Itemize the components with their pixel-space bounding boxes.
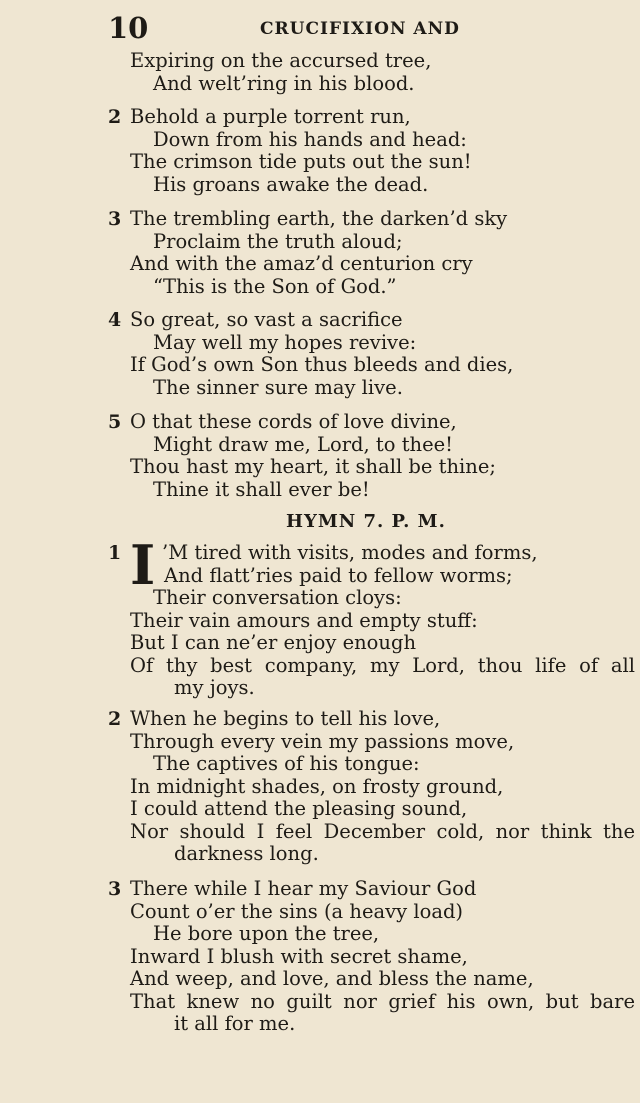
verse-line: When he begins to tell his love, xyxy=(130,707,441,730)
verse-line: He bore upon the tree, xyxy=(153,922,380,945)
verse-line: Their vain amours and empty stuff: xyxy=(130,608,478,632)
verse-line: O that these cords of love divine, xyxy=(130,410,457,433)
verse-line: Nor should I feel December cold, nor think the xyxy=(130,819,635,843)
verse-line: Might draw me, Lord, to thee! xyxy=(153,432,454,456)
hymn7-stanza-3 xyxy=(108,878,638,1036)
verse-line: Down from his hands and head: xyxy=(153,127,467,151)
verse-line: And welt’ring in his blood. xyxy=(153,71,415,95)
hymn7-stanza-1 xyxy=(108,533,638,700)
verse-line: May well my hopes revive: xyxy=(153,330,417,354)
verse-line: “This is the Son of God.” xyxy=(153,274,397,298)
verse-line: it all for me. xyxy=(174,1012,296,1035)
verse-line: darkness long. xyxy=(174,842,319,865)
verse-line: The crimson tide puts out the sun! xyxy=(130,150,472,173)
verse-line: In midnight shades, on frosty ground, xyxy=(130,774,504,798)
stanza-number: 2 xyxy=(108,106,122,128)
stanza-4 xyxy=(108,309,638,399)
verse-line: Proclaim the truth aloud; xyxy=(153,229,403,253)
verse-line: And flatt’ries paid to fellow worms; xyxy=(164,563,513,587)
verse-line: There while I hear my Saviour God xyxy=(130,877,477,900)
verse-line: If God’s own Son thus bleeds and dies, xyxy=(130,353,514,376)
verse-line: Through every vein my passions move, xyxy=(130,729,515,753)
stanza-3 xyxy=(108,208,638,298)
running-head: CRUCIFIXION AND xyxy=(260,19,460,39)
stanza-2 xyxy=(108,106,638,196)
verse-line: His groans awake the dead. xyxy=(153,172,429,196)
stanza-number: 3 xyxy=(108,208,122,230)
verse-line: Thine it shall ever be! xyxy=(153,477,370,501)
verse-line: Thou hast my heart, it shall be thine; xyxy=(130,455,496,478)
hymn7-stanza-2 xyxy=(108,708,638,866)
verse-line: And weep, and love, and bless the name, xyxy=(130,967,534,990)
stanza-continuation xyxy=(108,50,638,95)
verse-line: So great, so vast a sacrifice xyxy=(130,308,403,331)
page-number: 10 xyxy=(108,11,149,45)
verse-line: But I can ne’er enjoy enough xyxy=(130,631,417,654)
verse-line: Count o’er the sins (a heavy load) xyxy=(130,899,464,923)
stanza-number: 2 xyxy=(108,708,122,730)
verse-line: The trembling earth, the darken’d sky xyxy=(130,207,508,230)
verse-line: my joys. xyxy=(174,676,255,699)
stanza-number: 3 xyxy=(108,878,122,900)
hymn-title: HYMN 7. P. M. xyxy=(286,511,446,532)
verse-line: Of thy best company, my Lord, thou life of all xyxy=(130,653,635,677)
verse-line: Their conversation cloys: xyxy=(153,586,402,609)
verse-line: The sinner sure may live. xyxy=(153,375,403,399)
page-header xyxy=(108,12,588,44)
verse-line: Inward I blush with secret shame, xyxy=(130,944,468,968)
verse-line: The captives of his tongue: xyxy=(153,752,420,775)
stanza-number: 4 xyxy=(108,309,122,331)
verse-line: Expiring on the accursed tree, xyxy=(130,49,432,72)
verse-line: That knew no guilt nor grief his own, but bare xyxy=(130,989,635,1013)
stanza-number: 5 xyxy=(108,411,122,433)
verse-line: I could attend the pleasing sound, xyxy=(130,797,468,820)
verse-line: Behold a purple torrent run, xyxy=(130,105,411,128)
stanza-number: 1 xyxy=(108,542,122,564)
stanza-5 xyxy=(108,411,638,501)
verse-line: And with the amaz’d centurion cry xyxy=(130,252,473,275)
verse-line: ’M tired with visits, modes and forms, xyxy=(162,541,538,564)
drop-cap: I xyxy=(130,533,156,597)
